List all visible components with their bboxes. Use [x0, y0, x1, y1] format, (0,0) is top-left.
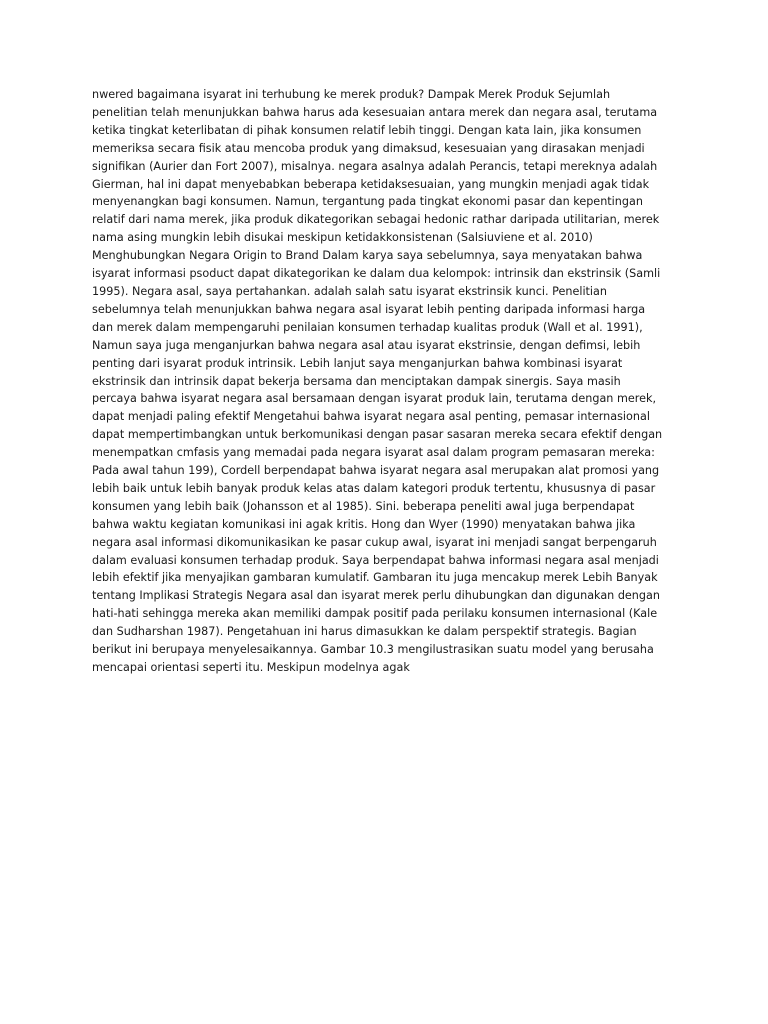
body-paragraph: nwered bagaimana isyarat ini terhubung ke merek produk? Dampak Merek Produk Sejumlah penelitian telah menunjukkan bahwa harus ada kesesuaian antara merek dan negara asal, terutama ketika tingkat keterlibatan di pihak konsumen relatif lebih tinggi. Dengan kata lain, jika konsumen memeriksa secara fisik atau mencoba produk yang dimaksud, kesesuaian yang dirasakan menjadi signifikan (Aurier dan Fort 2007), misalnya. negara asalnya adalah Perancis, tetapi mereknya adalah Gierman, hal ini dapat menyebabkan beberapa ketidaksesuaian, yang mungkin menjadi agak tidak menyenangkan bagi konsumen. Namun, tergantung pada tingkat ekonomi pasar dan kepentingan relatif dari nama merek, jika produk dikategorikan sebagai hedonic rathar daripada utilitarian, merek nama asing mungkin lebih disukai meskipun ketidakkonsistenan (Salsiuviene et al. 2010) Menghubungkan Negara Origin to Brand Dalam karya saya sebelumnya, saya menyatakan bahwa isyarat informasi psoduct dapat dikategorikan ke dalam dua kelompok: intrinsik dan ekstrinsik (Samli 1995). Negara asal, saya pertahankan. adalah salah satu isyarat ekstrinsik kunci. Penelitian sebelumnya telah menunjukkan bahwa negara asal isyarat lebih penting daripada informasi harga dan merek dalam mempengaruhi penilaian konsumen terhadap kualitas produk (Wall et al. 1991), Namun saya juga menganjurkan bahwa negara asal atau isyarat ekstrinsie, dengan defimsi, lebih penting dari isyarat produk intrinsik. Lebih lanjut saya menganjurkan bahwa kombinasi isyarat ekstrinsik dan intrinsik dapat bekerja bersama dan menciptakan dampak sinergis. Saya masih percaya bahwa isyarat negara asal bersamaan dengan isyarat produk lain, terutama dengan merek, dapat menjadi paling efektif Mengetahui bahwa isyarat negara asal penting, pemasar internasional dapat mempertimbangkan untuk berkomunikasi dengan pasar sasaran mereka secara efektif dengan menempatkan cmfasis yang memadai pada negara isyarat asal dalam program pemasaran mereka: Pada awal tahun 199), Cordell berpendapat bahwa isyarat negara asal merupakan alat promosi yang lebih baik untuk lebih banyak produk kelas atas dalam kategori produk tertentu, khususnya di pasar konsumen yang lebih baik (Johansson et al 1985). Sini. beberapa peneliti awal juga berpendapat bahwa waktu kegiatan komunikasi ini agak kritis. Hong dan Wyer (1990) menyatakan bahwa jika negara asal informasi dikomunikasikan ke pasar cukup awal, isyarat ini menjadi sangat berpengaruh dalam evaluasi konsumen terhadap produk. Saya berpendapat bahwa informasi negara asal menjadi lebih efektif jika menyajikan gambaran kumulatif. Gambaran itu juga mencakup merek Lebih Banyak tentang Implikasi Strategis Negara asal dan isyarat merek perlu dihubungkan dan digunakan dengan hati-hati sehingga mereka akan memiliki dampak positif pada perilaku konsumen internasional (Kale dan Sudharshan 1987). Pengetahuan ini harus dimasukkan ke dalam perspektif strategis. Bagian berikut ini berupaya menyelesaikannya. Gambar 10.3 mengilustrasikan suatu model yang berusaha mencapai orientasi seperti itu. Meskipun modelnya agak — [92, 88, 663, 674]
